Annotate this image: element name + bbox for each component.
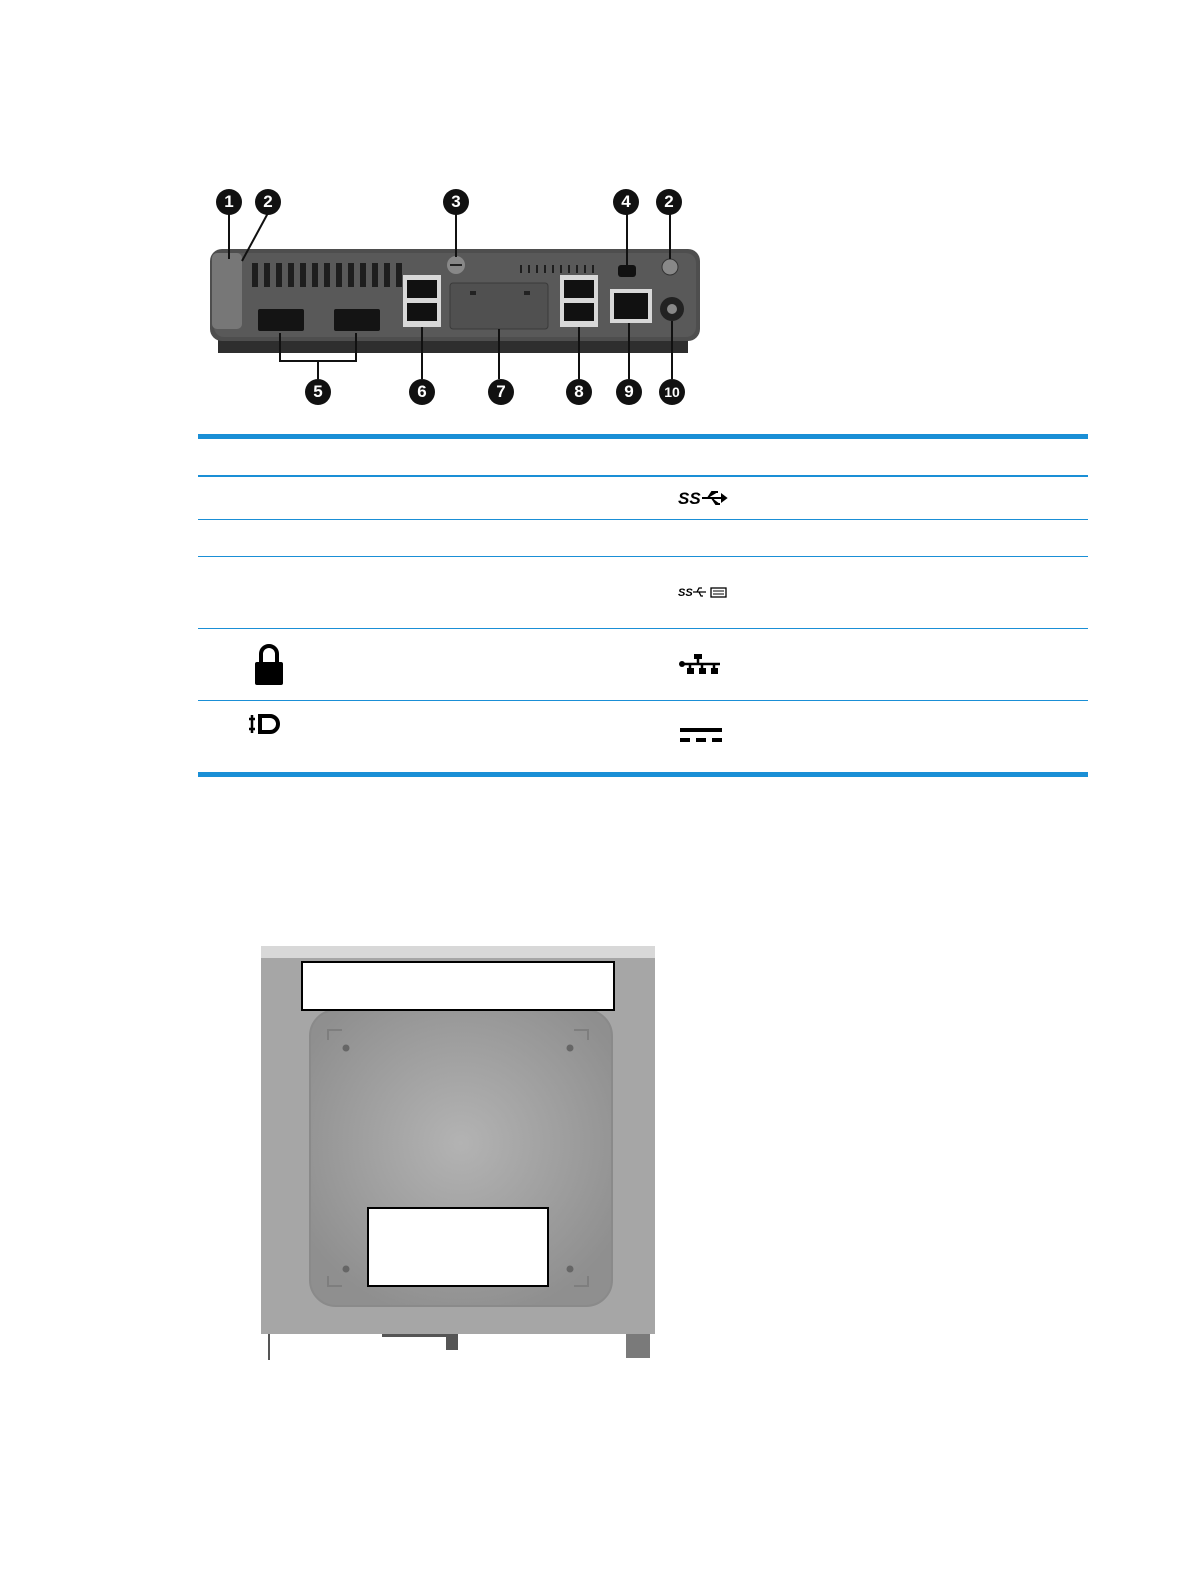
callout-10: 10: [659, 379, 685, 405]
callout-3: 3: [443, 189, 469, 215]
svg-text:SS: SS: [678, 587, 693, 599]
table-row: [198, 557, 1088, 629]
dual-mode-displayport-icon: [246, 713, 286, 735]
table-row: [198, 629, 1088, 701]
callout-2b: 2: [656, 189, 682, 215]
superspeed-usb-keyboard-icon: [678, 583, 730, 601]
svg-text:SS: SS: [678, 489, 701, 508]
component-table: [198, 434, 1088, 777]
network-icon: [678, 651, 724, 677]
padlock-icon: [250, 641, 288, 687]
callout-8: 8: [566, 379, 592, 405]
rear-panel-figure: [200, 185, 720, 410]
callout-7: 7: [488, 379, 514, 405]
callout-9: 9: [616, 379, 642, 405]
callout-5: 5: [305, 379, 331, 405]
rear-panel-illustration: [200, 185, 720, 410]
superspeed-usb-icon: [678, 485, 730, 511]
callout-6: 6: [409, 379, 435, 405]
bottom-view-illustration: [258, 944, 658, 1364]
callout-2: 2: [255, 189, 281, 215]
table-bottom-rule: [198, 772, 1088, 777]
table-header-row: [198, 439, 1088, 477]
table-row: [198, 477, 1088, 520]
table-row: [198, 701, 1088, 772]
callout-4: 4: [613, 189, 639, 215]
callout-1: 1: [216, 189, 242, 215]
bottom-view-figure: [258, 944, 658, 1364]
table-row: [198, 520, 1088, 557]
dc-power-icon: [678, 725, 724, 745]
